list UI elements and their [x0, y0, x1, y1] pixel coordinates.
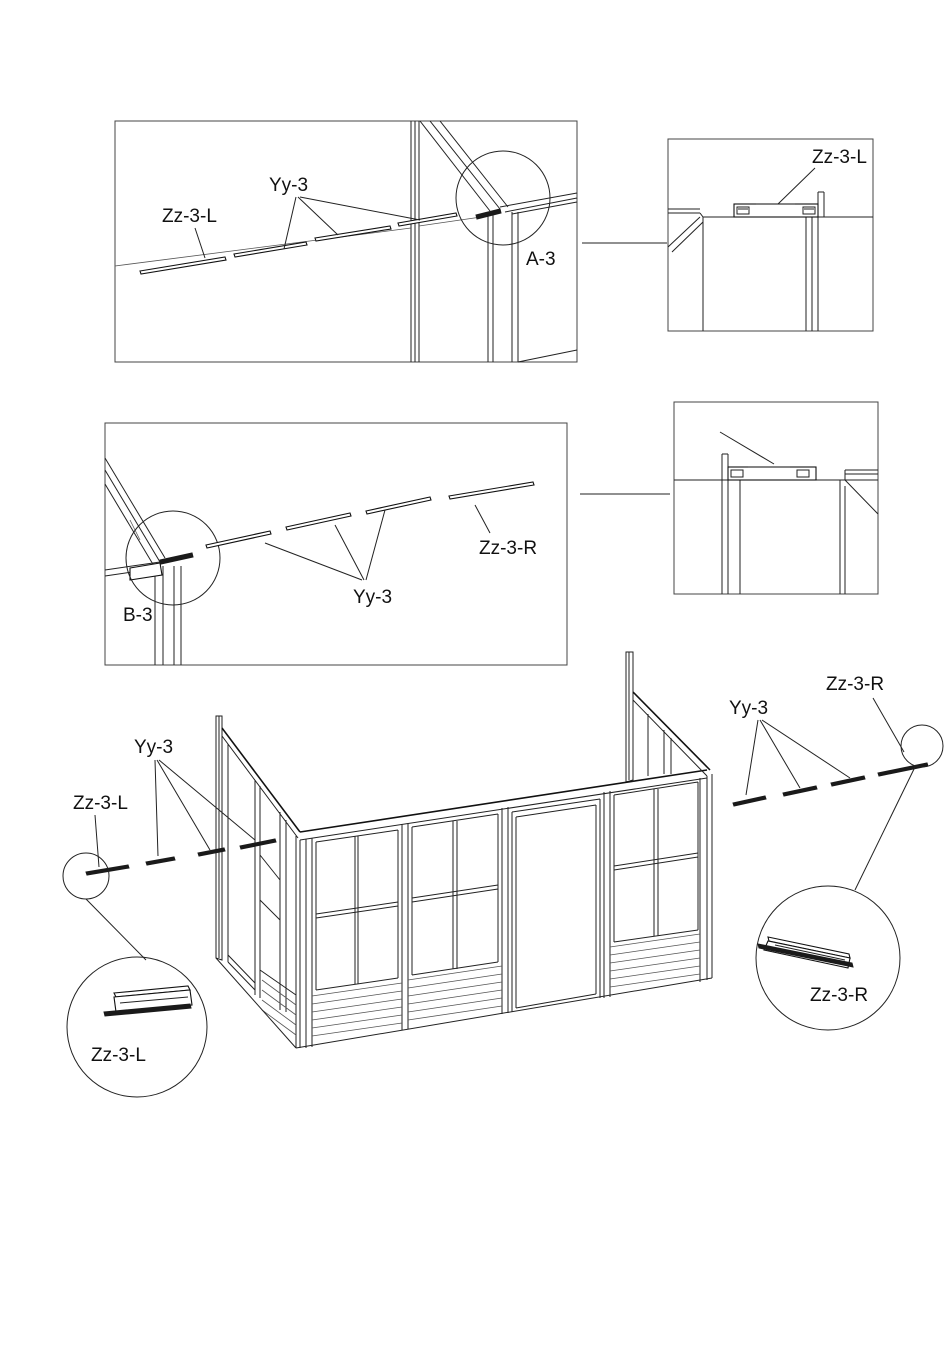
- label-a-detail-zz3l: Zz-3-L: [812, 147, 867, 168]
- label-a-zz3l: Zz-3-L: [162, 206, 217, 227]
- label-a3: A-3: [526, 249, 556, 270]
- label-main-zz3r: Zz-3-R: [826, 674, 885, 695]
- detail-a-section: [668, 139, 873, 331]
- detail-b-section: [674, 402, 878, 594]
- label-b-yy3: Yy-3: [353, 587, 393, 608]
- label-main-yy3-left: Yy-3: [134, 737, 174, 758]
- greenhouse-structure: [216, 652, 712, 1048]
- label-b3: B-3: [123, 605, 153, 626]
- label-zoom-zz3l: Zz-3-L: [91, 1045, 146, 1066]
- left-parts-callout: [63, 737, 276, 1097]
- label-main-zz3l: Zz-3-L: [73, 793, 128, 814]
- label-main-yy3-right: Yy-3: [729, 698, 769, 719]
- label-a-yy3: Yy-3: [269, 175, 309, 196]
- right-parts-callout: [729, 674, 943, 1030]
- label-b-zz3r: Zz-3-R: [479, 538, 538, 559]
- panel-a-detail: [115, 121, 667, 362]
- panel-b-detail: [105, 423, 670, 665]
- label-zoom-zz3r: Zz-3-R: [810, 985, 869, 1006]
